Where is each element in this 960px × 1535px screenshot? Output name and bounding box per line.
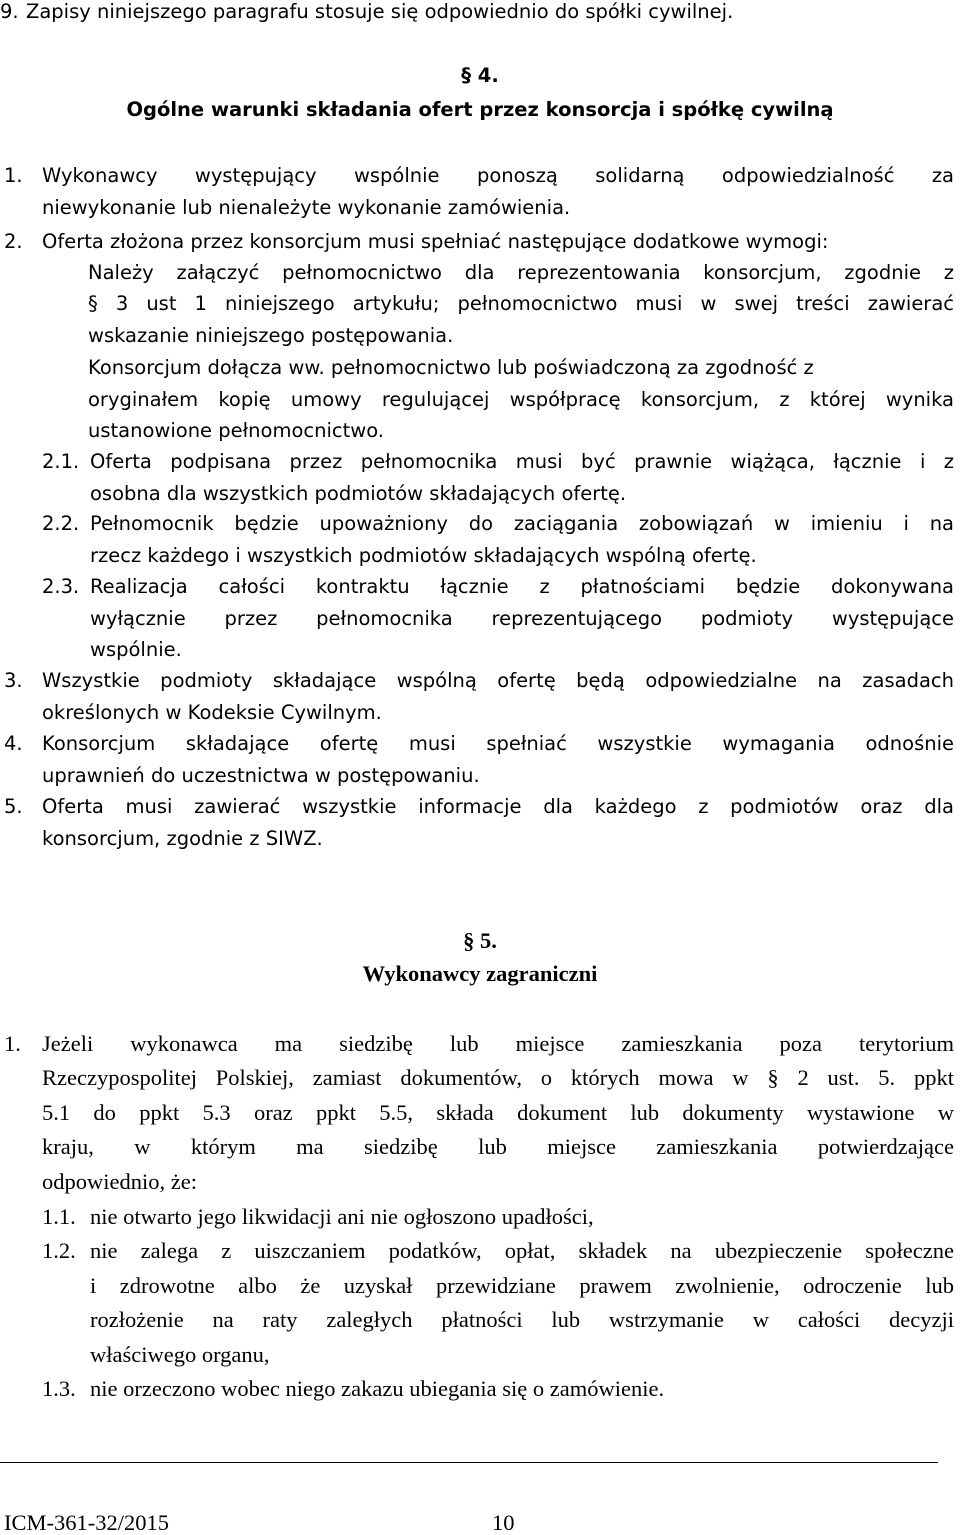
list-item-text: Konsorcjum składające ofertę musi spełniać wszystkie wymagania odnośnie bbox=[42, 732, 954, 755]
list-item-text: Realizacja całości kontraktu łącznie z płatnościami będzie dokonywana bbox=[90, 575, 954, 598]
list-number: 2. bbox=[4, 230, 23, 253]
section-number: § 5. bbox=[463, 928, 497, 953]
list-item-text: wspólnie. bbox=[90, 638, 182, 661]
list-item-text: nie orzeczono wobec niego zakazu ubiegania się o zamówienie. bbox=[90, 1376, 665, 1401]
list-item-text: Oferta złożona przez konsorcjum musi spełniać następujące dodatkowe wymogi: bbox=[42, 230, 829, 253]
list-item-text: właściwego organu, bbox=[90, 1342, 270, 1367]
list-item-text: 5.1 do ppkt 5.3 oraz ppkt 5.5, składa dokument lub dokumenty wystawione w bbox=[42, 1100, 954, 1125]
list-item-text: Jeżeli wykonawca ma siedzibę lub miejsce zamieszkania poza terytorium bbox=[42, 1031, 954, 1056]
section-title: Ogólne warunki składania ofert przez konsorcja i spółkę cywilną bbox=[126, 98, 834, 121]
list-number: 2.3. bbox=[42, 575, 80, 598]
paragraph-line: oryginałem kopię umowy regulującej współpracę konsorcjum, z której wynika bbox=[88, 388, 954, 411]
list-item-text: wyłącznie przez pełnomocnika reprezentującego podmioty występujące bbox=[90, 607, 954, 630]
section-number: § 4. bbox=[461, 64, 499, 87]
list-item-text: Wykonawcy występujący wspólnie ponoszą solidarną odpowiedzialność za bbox=[42, 164, 954, 187]
list-number: 1. bbox=[4, 164, 23, 187]
list-item-text: i zdrowotne albo że uzyskał przewidziane prawem zwolnienie, odroczenie lub bbox=[90, 1273, 954, 1298]
list-item-text: Oferta podpisana przez pełnomocnika musi być prawnie wiążąca, łącznie i z bbox=[90, 450, 954, 473]
paragraph-line: wskazanie niniejszego postępowania. bbox=[88, 324, 454, 347]
list-number: 5. bbox=[4, 795, 23, 818]
list-item-text: konsorcjum, zgodnie z SIWZ. bbox=[42, 827, 323, 850]
paragraph-line: Należy załączyć pełnomocnictwo dla reprezentowania konsorcjum, zgodnie z bbox=[88, 261, 954, 284]
list-item-text: Wszystkie podmioty składające wspólną ofertę będą odpowiedzialne na zasadach bbox=[42, 669, 954, 692]
list-item-text: uprawnień do uczestnictwa w postępowaniu. bbox=[42, 764, 480, 787]
footer-divider bbox=[0, 1462, 938, 1463]
paragraph-line: ustanowione pełnomocnictwo. bbox=[88, 419, 384, 442]
list-item-text: niewykonanie lub nienależyte wykonanie zamówienia. bbox=[42, 196, 571, 219]
page-number: 10 bbox=[492, 1510, 515, 1535]
list-item-text: nie otwarto jego likwidacji ani nie ogłoszono upadłości, bbox=[90, 1204, 594, 1229]
list-number: 1.3. bbox=[42, 1376, 76, 1401]
list-item-text: rzecz każdego i wszystkich podmiotów składających wspólną ofertę. bbox=[90, 544, 757, 567]
list-number: 1. bbox=[4, 1031, 21, 1056]
list-number: 1.1. bbox=[42, 1204, 76, 1229]
list-item-text: Rzeczypospolitej Polskiej, zamiast dokumentów, o których mowa w § 2 ust. 5. ppkt bbox=[42, 1065, 954, 1090]
list-number: 3. bbox=[4, 669, 23, 692]
list-item-text: odpowiednio, że: bbox=[42, 1169, 197, 1194]
list-item-text: określonych w Kodeksie Cywilnym. bbox=[42, 701, 382, 724]
list-item-text: Pełnomocnik będzie upoważniony do zaciągania zobowiązań w imieniu i na bbox=[90, 512, 954, 535]
list-number: 2.2. bbox=[42, 512, 80, 535]
paragraph-line: Konsorcjum dołącza ww. pełnomocnictwo lub poświadczoną za zgodność z bbox=[88, 356, 814, 379]
list-number: 2.1. bbox=[42, 450, 80, 473]
list-item-text: Oferta musi zawierać wszystkie informacje dla każdego z podmiotów oraz dla bbox=[42, 795, 954, 818]
list-item-text: kraju, w którym ma siedzibę lub miejsce zamieszkania potwierdzające bbox=[42, 1134, 954, 1159]
document-reference: ICM-361-32/2015 bbox=[4, 1510, 169, 1535]
list-number: 4. bbox=[4, 732, 23, 755]
paragraph-line: § 3 ust 1 niniejszego artykułu; pełnomocnictwo musi w swej treści zawierać bbox=[88, 292, 954, 315]
list-item-text: osobna dla wszystkich podmiotów składających ofertę. bbox=[90, 482, 627, 505]
list-number: 9. bbox=[0, 0, 19, 23]
list-item-text: Zapisy niniejszego paragrafu stosuje się odpowiednio do spółki cywilnej. bbox=[26, 0, 734, 23]
list-number: 1.2. bbox=[42, 1238, 76, 1263]
list-item-text: rozłożenie na raty zaległych płatności lub wstrzymanie w całości decyzji bbox=[90, 1307, 954, 1332]
list-item-text: nie zalega z uiszczaniem podatków, opłat, składek na ubezpieczenie społeczne bbox=[90, 1238, 954, 1263]
section-title: Wykonawcy zagraniczni bbox=[362, 961, 598, 986]
